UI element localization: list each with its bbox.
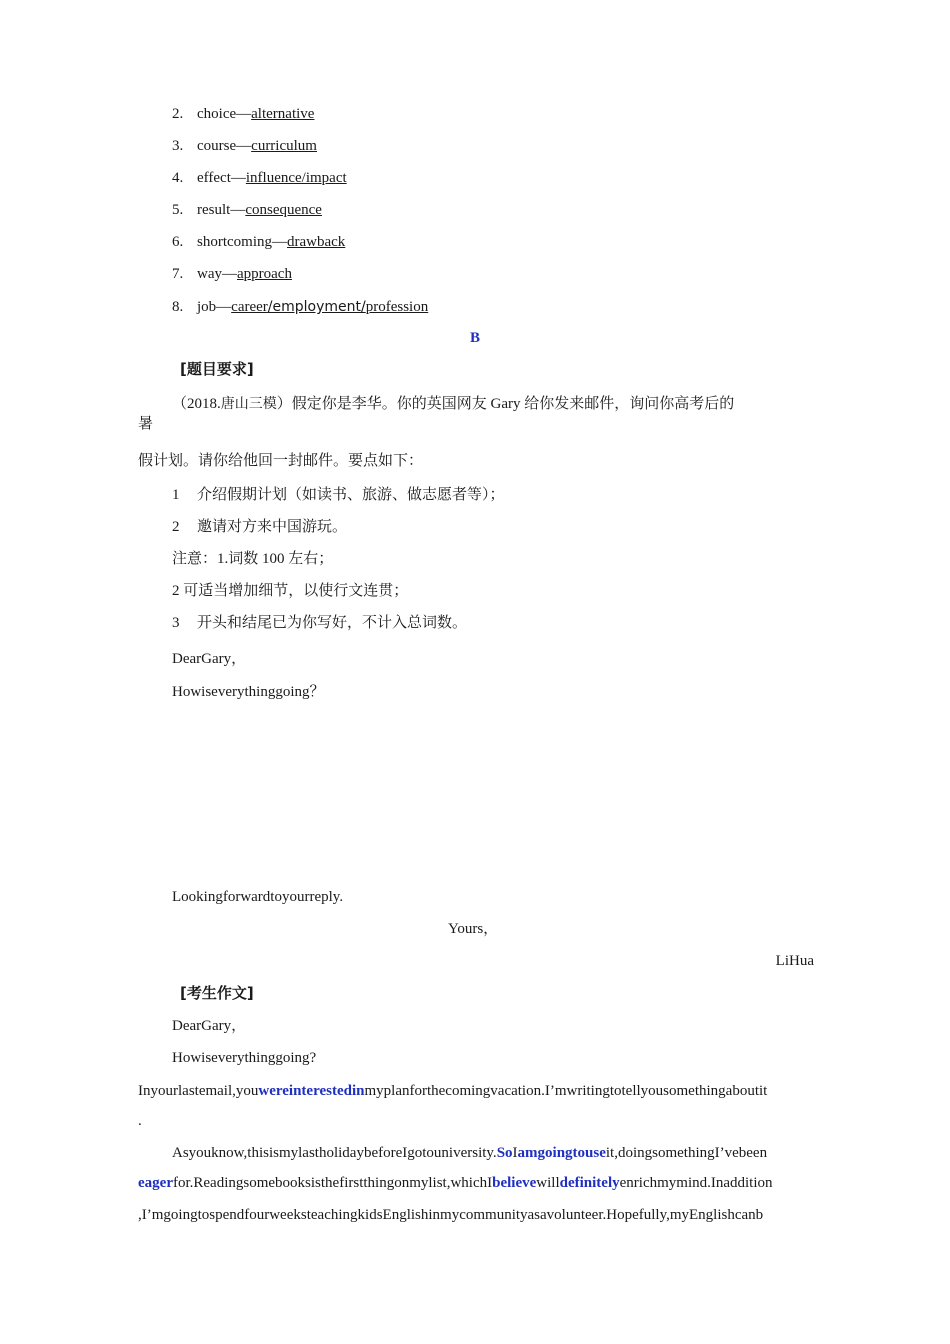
note-line: 2 可适当增加细节，以使行文连贯； <box>172 583 409 599</box>
prompt-wrap: 暑 <box>138 416 154 432</box>
synonym-answer: drawback <box>287 234 346 250</box>
essay-paragraph-2-line3: ,I’mgoingtospendfourweeksteachingkidsEnglishinmycommunityasavolunteer.Hopefully,myEnglishcanb <box>138 1207 764 1223</box>
highlight-phrase: wereinterestedin <box>258 1083 365 1099</box>
highlight-phrase: So <box>496 1145 513 1161</box>
synonym-item: 7. way—approach <box>172 266 292 282</box>
essay-paragraph-2-line2: eagerfor.Readingsomebooksisthefirstthingonmylist,whichIbelievewilldefinitelyenrichmymind.Inaddition <box>138 1175 773 1191</box>
letter-greeting: DearGary， <box>172 651 247 667</box>
synonym-answer: approach <box>237 266 292 282</box>
essay-opening: Howiseverythinggoing? <box>172 1050 317 1066</box>
essay-paragraph-1: Inyourlastemail,youwereinterestedinmyplanforthecomingvacation.I’mwritingtotellyousomethingaboutit <box>138 1083 768 1099</box>
requirement-point: 1 介绍假期计划（如读书、旅游、做志愿者等）； <box>172 487 505 503</box>
synonym-answer: alternative <box>251 106 315 122</box>
synonym-item: 5. result—consequence <box>172 202 322 218</box>
highlight-phrase: eager <box>138 1175 173 1191</box>
highlight-phrase: definitely <box>559 1175 620 1191</box>
highlight-phrase: believe <box>492 1175 537 1191</box>
prompt-text: （2018.唐山三模）假定你是李华。你的英国网友 Gary 给你发来邮件，询问你高考后的 <box>172 396 735 412</box>
letter-signature: LiHua <box>775 953 814 969</box>
requirement-point: 2 邀请对方来中国游玩。 <box>172 519 348 535</box>
highlight-phrase: amgoingtouse <box>517 1145 606 1161</box>
synonym-answer: career/employment/profession <box>231 299 429 315</box>
synonym-item: 4. effect—influence/impact <box>172 170 347 186</box>
synonym-item: 8. job—career/employment/profession <box>172 299 429 315</box>
letter-opening: Howiseverythinggoing？ <box>172 684 325 700</box>
note-line: 注意：1.词数 100 左右； <box>172 551 334 567</box>
synonym-item: 3. course—curriculum <box>172 138 317 154</box>
section-label: B <box>469 330 480 346</box>
synonym-answer: consequence <box>245 202 322 218</box>
synonym-answer: influence/impact <box>245 170 347 186</box>
letter-closing: Lookingforwardtoyourreply. <box>172 889 344 905</box>
essay-paragraph-2: Asyouknow,thisismylastholidaybeforeIgotouniversity.SoIamgoingtouseit,doingsomethingI’vebeen <box>172 1145 768 1161</box>
requirements-heading: [题目要求] <box>180 360 254 378</box>
note-line: 3 开头和结尾已为你写好，不计入总词数。 <box>172 615 468 631</box>
essay-greeting: DearGary， <box>172 1018 247 1034</box>
synonym-item: 2. choice—alternative <box>172 106 315 122</box>
prompt-text-line2: 假计划。请你给他回一封邮件。要点如下： <box>138 453 424 469</box>
synonym-item: 6. shortcoming—drawback <box>172 234 346 250</box>
essay-heading: [考生作文] <box>180 984 254 1002</box>
essay-paragraph-1-end: . <box>138 1113 142 1129</box>
letter-signoff: Yours， <box>448 921 499 937</box>
synonym-answer: curriculum <box>251 138 317 154</box>
